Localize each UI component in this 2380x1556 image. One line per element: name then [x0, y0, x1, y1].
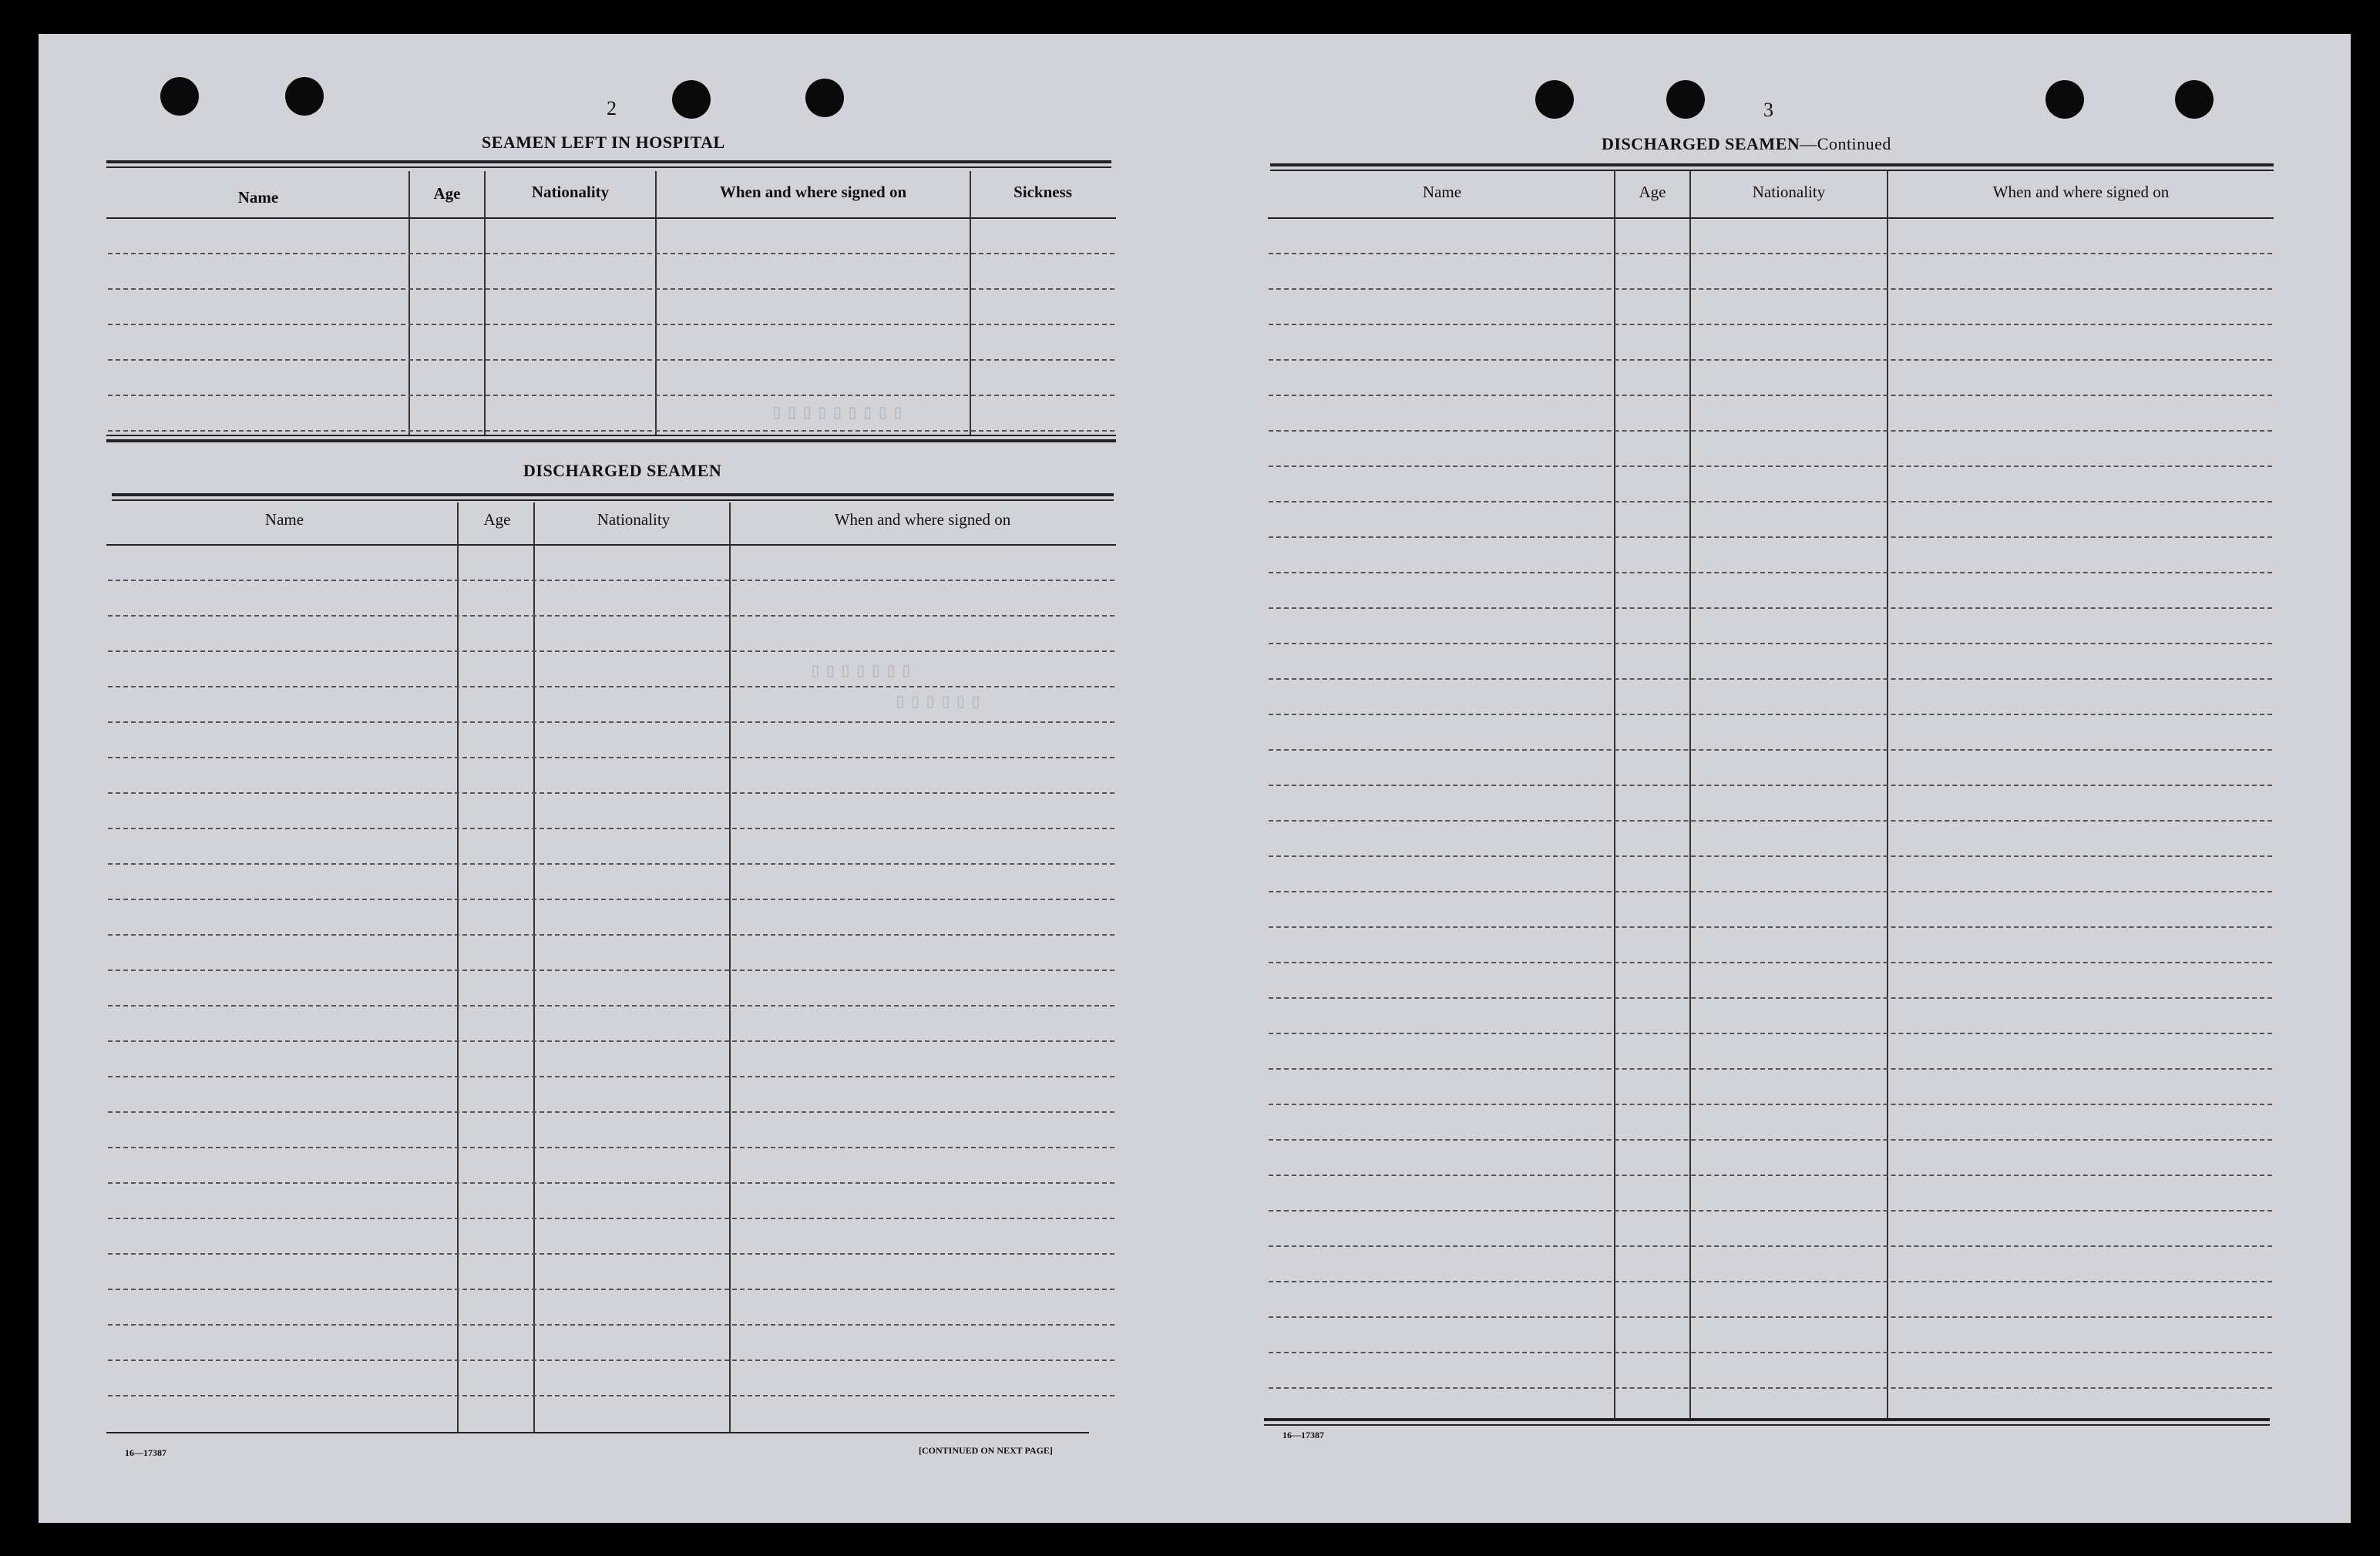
table-bottom-rule [106, 1432, 1089, 1433]
column-header-sickness: Sickness [1014, 183, 1072, 201]
continued-note: [CONTINUED ON NEXT PAGE] [919, 1445, 1053, 1456]
form-row-line [108, 863, 1114, 865]
page-number-left: 2 [607, 97, 617, 119]
form-row-line [1269, 643, 2272, 644]
form-row-line [108, 615, 1114, 617]
form-row-line [1269, 359, 2272, 361]
form-row-line [108, 970, 1114, 971]
form-row-line [1269, 1352, 2272, 1353]
form-row-line [1269, 714, 2272, 715]
section-rule [112, 493, 1114, 496]
bleed-through-mark: ▯▯▯▯▯▯▯ [809, 660, 916, 683]
form-row-line [1269, 1281, 2272, 1282]
column-header-when-where: When and where signed on [834, 510, 1011, 529]
punch-hole [2175, 80, 2214, 119]
form-row-line [108, 1111, 1114, 1113]
form-row-line [108, 1218, 1114, 1219]
section-rule [1270, 170, 2274, 171]
form-row-line [1269, 465, 2272, 467]
section-rule [106, 160, 1111, 163]
hospital-section-title: SEAMEN LEFT IN HOSPITAL [482, 133, 725, 152]
page-number-right: 3 [1763, 99, 1773, 121]
form-row-line [1269, 926, 2272, 928]
form-row-line [1269, 395, 2272, 396]
punch-hole [1666, 80, 1705, 119]
form-row-line [108, 792, 1114, 794]
punch-hole [805, 79, 844, 117]
punch-hole [672, 80, 711, 119]
form-row-line [108, 288, 1114, 290]
table-bottom-rule [1264, 1424, 2270, 1426]
form-row-line [108, 934, 1114, 936]
column-header-nationality: Nationality [597, 510, 671, 529]
bleed-through-mark: ▯▯▯▯▯▯ [894, 691, 985, 714]
form-row-line [108, 1395, 1114, 1396]
form-row-line [1269, 749, 2272, 751]
column-header-name: Name [264, 510, 304, 529]
form-row-line [1269, 1068, 2272, 1070]
form-row-line [108, 1147, 1114, 1148]
section-rule [112, 499, 1114, 501]
punch-hole [160, 77, 199, 116]
column-divider [1614, 171, 1615, 1420]
section-rule [106, 166, 1111, 168]
form-row-line [1269, 1033, 2272, 1034]
header-rule [106, 544, 1116, 546]
form-row-line [108, 359, 1114, 361]
form-row-line [1269, 1387, 2272, 1389]
header-rule [1268, 217, 2274, 219]
bleed-through-mark: ▯▯▯▯▯▯▯▯▯ [771, 402, 907, 425]
form-row-line [1269, 785, 2272, 786]
form-row-line [108, 1040, 1114, 1042]
form-row-line [108, 324, 1114, 325]
form-row-line [1269, 572, 2272, 573]
form-row-line [1269, 1139, 2272, 1141]
form-row-line [1269, 1104, 2272, 1105]
form-row-line [1269, 1210, 2272, 1212]
form-row-line [1269, 1245, 2272, 1247]
title-suffix: —Continued [1800, 134, 1891, 153]
column-header-nationality: Nationality [1752, 183, 1826, 201]
form-row-line [1269, 855, 2272, 857]
form-row-line [1269, 997, 2272, 999]
form-row-line [108, 1182, 1114, 1184]
form-row-line [108, 1289, 1114, 1290]
form-row-line [108, 650, 1114, 652]
form-row-line [108, 1324, 1114, 1326]
column-header-nationality: Nationality [531, 183, 610, 201]
form-row-line [108, 1253, 1114, 1255]
form-row-line [108, 686, 1114, 687]
form-row-line [108, 757, 1114, 758]
column-header-name: Name [237, 188, 279, 207]
form-row-line [1269, 501, 2272, 502]
form-row-line [1269, 607, 2272, 609]
column-header-name: Name [1422, 183, 1462, 201]
form-row-line [108, 430, 1114, 432]
column-header-when-where: When and where signed on [1992, 183, 2170, 201]
form-row-line [108, 1076, 1114, 1077]
section-rule [106, 439, 1116, 442]
form-row-line [1269, 253, 2272, 254]
punch-hole [285, 77, 324, 116]
form-row-line [108, 253, 1114, 254]
column-header-age: Age [1639, 183, 1666, 201]
form-row-line [1269, 288, 2272, 290]
header-rule [106, 217, 1116, 219]
form-row-line [108, 395, 1114, 396]
column-header-age: Age [433, 184, 461, 203]
form-row-line [1269, 891, 2272, 892]
form-row-line [1269, 536, 2272, 538]
column-divider [1887, 171, 1888, 1420]
title-main: DISCHARGED SEAMEN [1602, 134, 1800, 153]
column-header-when-where: When and where signed on [719, 183, 907, 201]
table-bottom-rule [1264, 1418, 2270, 1421]
discharged-section-title: DISCHARGED SEAMEN [523, 461, 722, 480]
form-row-line [1269, 324, 2272, 325]
column-divider [1689, 171, 1691, 1420]
form-row-line [108, 828, 1114, 829]
form-row-line [108, 1359, 1114, 1361]
form-number-left: 16—17387 [125, 1447, 166, 1458]
form-row-line [1269, 1316, 2272, 1318]
section-rule [106, 435, 1116, 436]
form-row-line [108, 899, 1114, 900]
column-divider [533, 502, 535, 1432]
section-rule [1270, 163, 2274, 166]
form-row-line [1269, 430, 2272, 432]
form-row-line [108, 721, 1114, 723]
form-row-line [108, 580, 1114, 581]
form-row-line [1269, 820, 2272, 822]
document-sheet [39, 34, 2351, 1523]
column-divider [729, 502, 731, 1432]
form-row-line [1269, 962, 2272, 963]
discharged-continued-title [1602, 134, 1891, 154]
form-row-line [108, 1005, 1114, 1007]
column-header-age: Age [483, 510, 511, 529]
column-divider [457, 502, 459, 1432]
form-row-line [1269, 678, 2272, 680]
punch-hole [1535, 80, 1574, 119]
punch-hole [2046, 80, 2084, 119]
form-row-line [1269, 1175, 2272, 1176]
form-number-right: 16—17387 [1282, 1430, 1324, 1440]
